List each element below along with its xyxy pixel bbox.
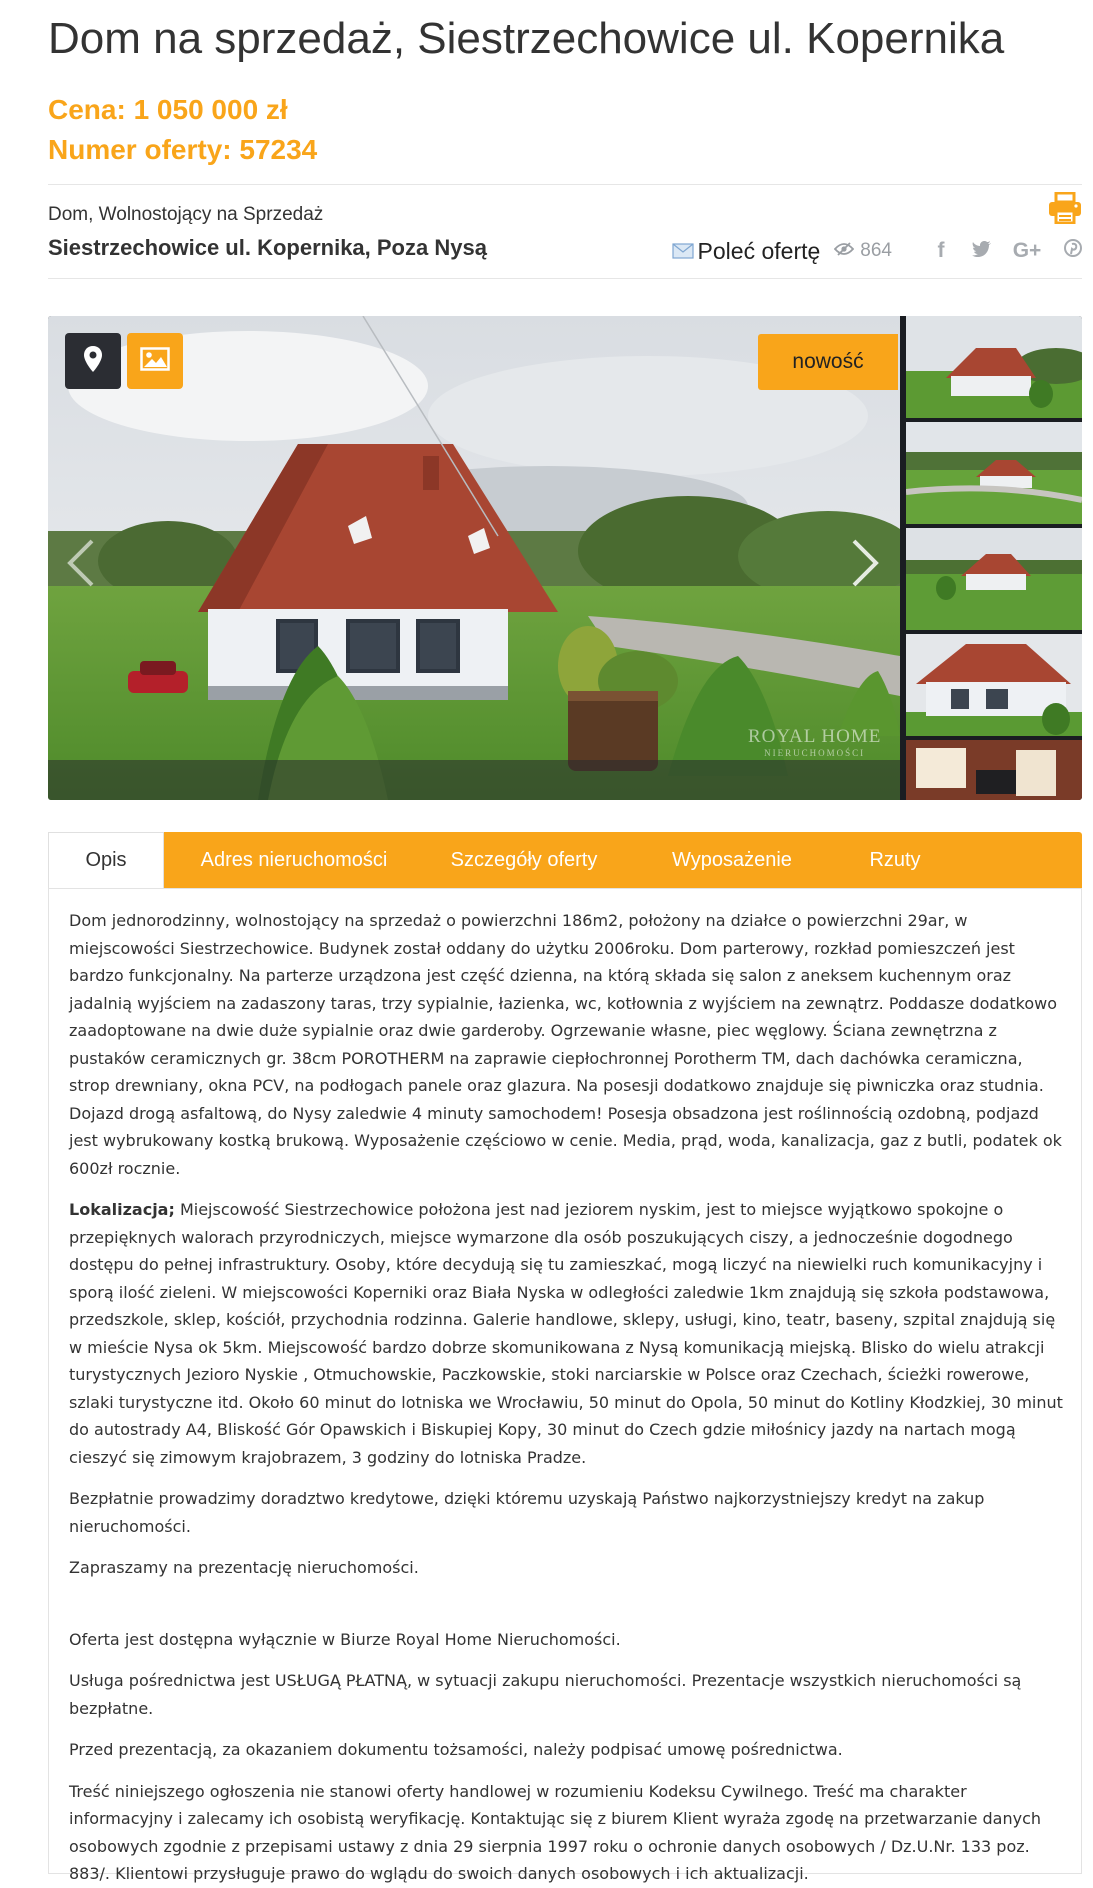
next-photo-arrow[interactable] [850,538,880,588]
map-marker-icon [83,345,103,378]
recommend-label: Poleć ofertę [697,237,821,264]
price: Cena: 1 050 000 zł [48,94,288,125]
tab-address[interactable]: Adres nieruchomości [200,848,388,871]
photos-button[interactable] [127,333,183,389]
invite-paragraph: Zapraszamy na prezentację nieruchomości. [69,1558,419,1577]
thumbnail-strip [906,316,1082,800]
location-paragraph: Lokalizacja; Miejscowość Siestrzechowice położona jest nad jeziorem nyskim, jest to miejsce wyjątkowo spokojne o przepięknych walorach przyrodniczych, miejsce wymarzone dla osób poszukujących ciszy, a jednocześnie dogodnego dostępu do pełnej infrastruktury. Osoby, które decydują się tu zamieszkać, mogą liczyć na niewielki ruch komunikacyjny i sporą ilość zieleni. W miejscowości Koperniki oraz Biała Nyska w odległości zaledwie 1km znajdują się szkoła podstawowa, przedszkole, sklep, kościół, przychodnia rodzinna. Galerie handlowe, sklepy, usługi, kino, teatr, baseny, szpital znajdują się w mieście Nysa ok 5km. Miejscowość bardzo dobrze skomunikowana z Nysą komunikacją miejską. Blisko do wielu atrakcji turystycznych Jezioro Nyskie , Otmuchowskie, Paczkowskie, stoki narciarskie w Polsce oraz Czechach, ścieżki rowerowe, szlaki turystyczne itd. Około 60 minut do lotniska we Wrocławiu, 50 minut do Opola, 50 minut do Kotliny Kłodzkiej, 30 minut do autostrady A4, Bliskość Gór Opawskich i Biskupiej Kopy, 30 minut do Czech gdzie miłośnicy jazdy na nartach mogą cieszyć się zimowym krajobrazem, 3 godziny do lotniska Pradze. [69,1200,1063,1467]
image-icon [140,347,170,376]
pinterest-icon[interactable] [1064,239,1082,263]
watermark-logo: ROYAL HOME NIERUCHOMOŚCI [748,726,882,758]
caption-bar [48,760,900,800]
page-title: Dom na sprzedaż, Siestrzechowice ul. Kopernika [48,14,1005,63]
new-badge: nowość [758,334,898,390]
thumbnail[interactable] [906,422,1082,524]
fee-paragraph: Usługa pośrednictwa jest USŁUGĄ PŁATNĄ, w sytuacji zakupu nieruchomości. Prezentacje wszystkich nieruchomości są bezpłatne. [69,1671,1022,1718]
tab-offer-details[interactable]: Szczegóły oferty [450,848,598,871]
tab-floor-plans[interactable]: Rzuty [869,848,921,871]
eye-slash-icon [834,240,860,262]
description-paragraph: Dom jednorodzinny, wolnostojący na sprzedaż o powierzchni 186m2, położony na działce o powierzchni 29ar, w miejscowości Siestrzechowice. Budynek został oddany do użytku 2006roku. Dom parterowy, rozkład pomieszczeń jest bardzo funkcjonalny. Na parterze urządzona jest część dzienna, na którą składa się salon z aneksem kuchennym oraz jadalnią wyjściem na zadaszony taras, trzy sypialnie, łazienka, wc, kotłownia z wyjściem na zewnątrz. Poddasze dodatkowo zaadoptowane na dwie duże sypialnie oraz dwie garderoby. Ogrzewanie własne, piec węglowy. Ściana zewnętrzna z pustaków ceramicznych gr. 38cm POROTHERM na zaprawie ciepłochronnej Porotherm TM, dach dachówka ceramiczna, strop drewniany, okna PCV, na podłogach panele oraz glazura. Na posesji dodatkowo znajduje się piwniczka oraz studnia. Dojazd drogą asfaltową, do Nysy zaledwie 4 minuty samochodem! Posesja obsadzona jest roślinnością ozdobną, podjazd jest wybrukowany kostką brukową. Wyposażenie częściowo w cenie. Media, prąd, woda, kanalizacja, gaz z butli, podatek ok 600zł rocznie. [69,911,1062,1178]
facebook-icon[interactable]: f [937,239,945,262]
prev-photo-arrow[interactable] [66,538,96,588]
divider [48,278,1082,279]
map-button[interactable] [65,333,121,389]
print-icon[interactable] [1048,192,1082,224]
thumbnail[interactable] [906,634,1082,736]
agreement-paragraph: Przed prezentacją, za okazaniem dokumentu tożsamości, należy podpisać umowę pośrednictwa. [69,1740,843,1759]
view-count: 864 [860,240,892,261]
thumbnail[interactable] [906,740,1082,800]
tab-description[interactable]: Opis [48,832,164,888]
offer-number: Numer oferty: 57234 [48,134,318,165]
divider [48,184,1082,185]
description-panel [48,888,1082,1883]
thumbnail[interactable] [906,316,1082,418]
credit-paragraph: Bezpłatnie prowadzimy doradztwo kredytowe, dzięki któremu uzyskają Państwo najkorzystniejszy kredyt na zakup nieruchomości. [69,1489,985,1536]
listing-tabs [48,832,1082,888]
listing-actions [672,236,1082,266]
recommend-offer-link[interactable] [672,238,821,265]
property-type: Dom, Wolnostojący na Sprzedaż [48,204,324,225]
envelope-icon [672,238,698,265]
photo-gallery [48,316,1082,800]
thumbnail[interactable] [906,528,1082,630]
legal-paragraph: Treść niniejszego ogłoszenia nie stanowi oferty handlowej w rozumieniu Kodeksu Cywilnego. Treść ma charakter informacyjny i zalecamy ich osobistą weryfikację. Kontaktując się z biurem Klient wyraża zgodę na przetwarzanie danych osobowych zgodnie z przepisami ustawy z dnia 29 sierpnia 1997 roku o ochronie danych osobowych / Dz.U.Nr. 133 poz. 883/. Klientowi przysługuje prawo do wglądu do swoich danych osobowych i ich aktualizacji. [69,1781,1042,1883]
view-counter [834,240,892,262]
location-label: Lokalizacja; [69,1200,175,1219]
twitter-icon[interactable] [972,239,990,263]
google-plus-icon[interactable]: G+ [1012,239,1042,262]
exclusive-paragraph: Oferta jest dostępna wyłącznie w Biurze Royal Home Nieruchomości. [69,1629,621,1649]
tab-equipment[interactable]: Wyposażenie [672,848,792,871]
property-location: Siestrzechowice ul. Kopernika, Poza Nysą [48,235,487,260]
